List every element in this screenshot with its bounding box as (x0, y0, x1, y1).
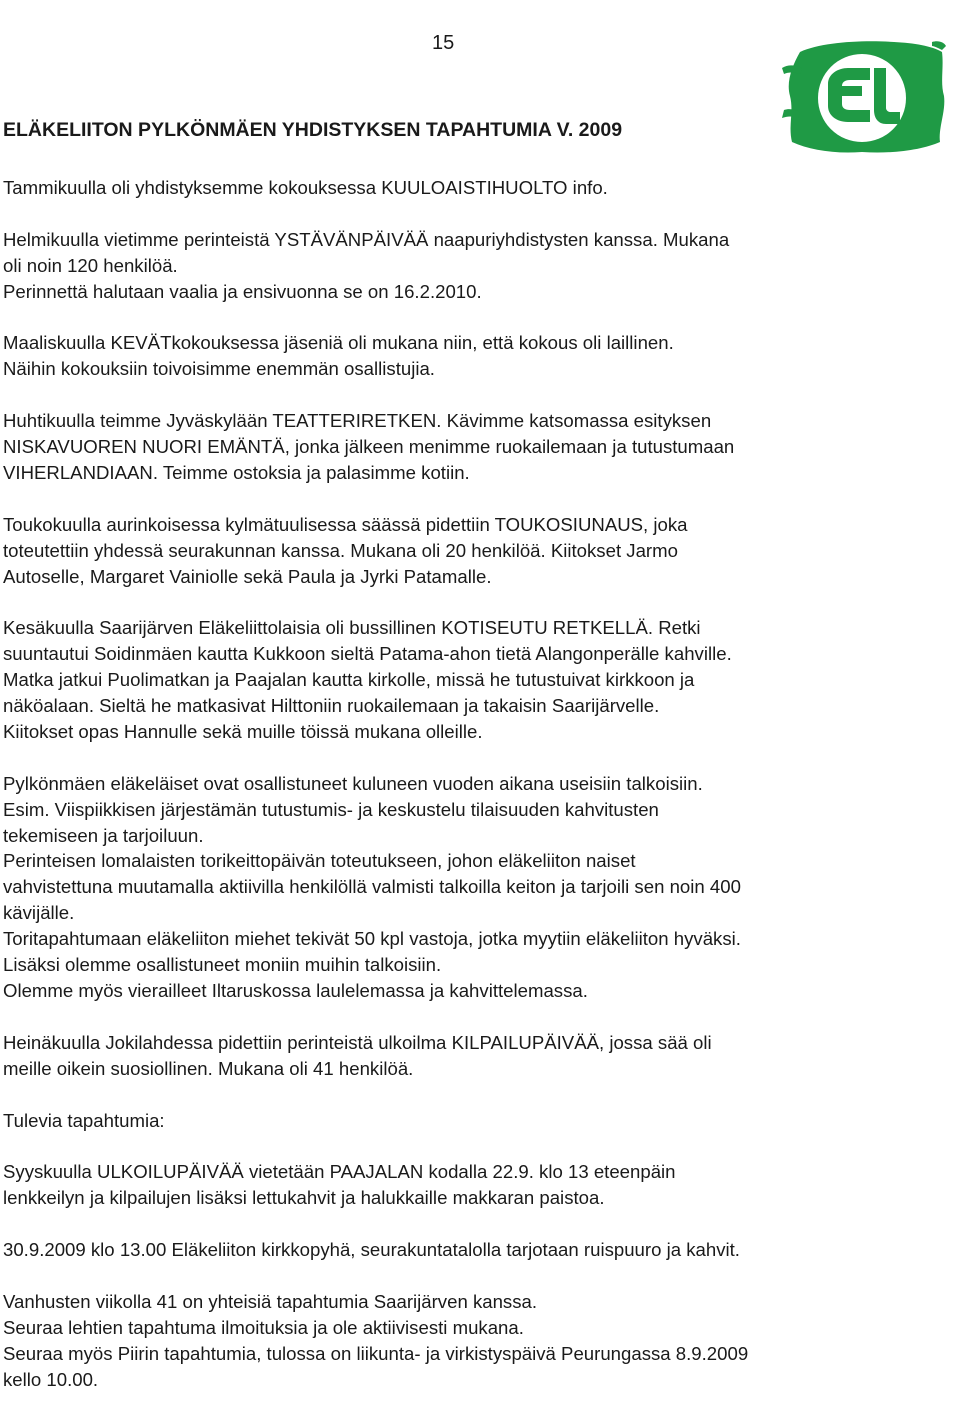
document-body (3, 175, 903, 1418)
page-number: 15 (432, 32, 455, 54)
text-line: NISKAVUOREN NUORI EMÄNTÄ, jonka jälkeen menimme ruokailemaan ja tutustumaan (3, 436, 735, 458)
text-line: toteutettiin yhdessä seurakunnan kanssa. Mukana oli 20 henkilöä. Kiitokset Jarmo (3, 539, 678, 561)
text-line: Tulevia tapahtumia: (3, 1109, 165, 1131)
text-line: Matka jatkui Puolimatkan ja Paajalan kautta kirkolle, missä he tutustuivat kirkkoon ja (3, 669, 695, 691)
text-line: Toukokuulla aurinkoisessa kylmätuulisessa säässä pidettiin TOUKOSIUNAUS, joka (3, 513, 688, 535)
text-line: meille oikein suosiollinen. Mukana oli 41 henkilöä. (3, 1057, 414, 1079)
text-line: vahvistettuna muutamalla aktiivilla henkilöllä valmisti talkoilla keiton ja tarjoili sen noin 400 (3, 876, 741, 898)
text-line: Syyskuulla ULKOILUPÄIVÄÄ vietetään PAAJALAN kodalla 22.9. klo 13 eteenpäin (3, 1161, 676, 1183)
text-line: kävijälle. (3, 902, 75, 924)
document-title: ELÄKELIITON PYLKÖNMÄEN YHDISTYKSEN TAPAHTUMIA V. 2009 (3, 119, 623, 141)
paragraph-talkoot (3, 771, 903, 1004)
text-line: Tammikuulla oli yhdistyksemme kokouksessa KUULOAISTIHUOLTO info. (3, 177, 608, 198)
text-line: Kiitokset opas Hannulle sekä muille töissä mukana olleille. (3, 720, 483, 742)
eläkeliitto-logo-icon (782, 38, 946, 156)
paragraph-maaliskuu (3, 330, 903, 382)
text-line: näköalaan. Sieltä he matkasivat Hilttoniin ruokailemaan ja takaisin Saarijärvelle. (3, 695, 660, 717)
paragraph-tammikuu (3, 175, 903, 201)
text-line: Helmikuulla vietimme perinteistä YSTÄVÄNPÄIVÄÄ naapuriyhdistysten kanssa. Mukana (3, 228, 730, 250)
text-line: Maaliskuulla KEVÄTkokouksessa jäseniä oli mukana niin, että kokous oli laillinen. (3, 332, 674, 354)
paragraph-kesakuu (3, 615, 903, 745)
paragraph-kirkkopyha (3, 1237, 903, 1263)
paragraph-toukokuu (3, 512, 903, 590)
text-line: Seuraa lehtien tapahtuma ilmoituksia ja ole aktiivisesti mukana. (3, 1316, 524, 1338)
text-line: 30.9.2009 klo 13.00 Eläkeliiton kirkkopyhä, seurakuntatalolla tarjotaan ruispuuro ja kahvit. (3, 1239, 740, 1260)
section-heading-tulevia (3, 1108, 903, 1134)
text-line: kello 10.00. (3, 1368, 99, 1390)
text-line: Lisäksi olemme osallistuneet moniin muihin talkoisiin. (3, 954, 442, 976)
text-line: Huhtikuulla teimme Jyväskylään TEATTERIRETKEN. Kävimme katsomassa esityksen (3, 410, 712, 432)
text-line: Perinnettä halutaan vaalia ja ensivuonna se on 16.2.2010. (3, 280, 482, 302)
text-line: Näihin kokouksiin toivoisimme enemmän osallistujia. (3, 358, 435, 380)
text-line: Vanhusten viikolla 41 on yhteisiä tapahtumia Saarijärven kanssa. (3, 1290, 538, 1312)
text-line: oli noin 120 henkilöä. (3, 254, 178, 276)
text-line: lenkkeilyn ja kilpailujen lisäksi lettukahvit ja halukkaille makkaran paistoa. (3, 1187, 605, 1209)
paragraph-helmikuu (3, 227, 903, 305)
text-line: Heinäkuulla Jokilahdessa pidettiin perinteistä ulkoilma KILPAILUPÄIVÄÄ, jossa sää oli (3, 1031, 712, 1053)
paragraph-vanhusten-viikko (3, 1289, 903, 1393)
text-line: Kesäkuulla Saarijärven Eläkeliittolaisia oli bussillinen KOTISEUTU RETKELLÄ. Retki (3, 617, 701, 639)
text-line: suuntautui Soidinmäen kautta Kukkoon sieltä Patama-ahon tietä Alangonperälle kahville. (3, 643, 732, 665)
text-line: Seuraa myös Piirin tapahtumia, tulossa on liikunta- ja virkistyspäivä Peurungassa 8.9.2009 (3, 1342, 749, 1364)
text-line: Pylkönmäen eläkeläiset ovat osallistuneet kuluneen vuoden aikana useisiin talkoisiin. (3, 772, 703, 794)
text-line: VIHERLANDIAAN. Teimme ostoksia ja palasimme kotiin. (3, 461, 470, 483)
paragraph-huhtikuu (3, 408, 903, 486)
text-line: tekemiseen ja tarjoiluun. (3, 824, 204, 846)
text-line: Toritapahtumaan eläkeliiton miehet tekivät 50 kpl vastoja, jotka myytiin eläkeliiton hyväksi. (3, 928, 741, 950)
text-line: Perinteisen lomalaisten torikeittopäivän toteutukseen, johon eläkeliiton naiset (3, 850, 636, 872)
text-line: Olemme myös vierailleet Iltaruskossa laulelemassa ja kahvittelemassa. (3, 980, 588, 1001)
text-line: Autoselle, Margaret Vainiolle sekä Paula ja Jyrki Patamalle. (3, 565, 492, 587)
paragraph-syyskuu (3, 1159, 903, 1211)
paragraph-heinakuu (3, 1030, 903, 1082)
text-line: Esim. Viispiikkisen järjestämän tutustumis- ja keskustelu tilaisuuden kahvitusten (3, 798, 659, 820)
